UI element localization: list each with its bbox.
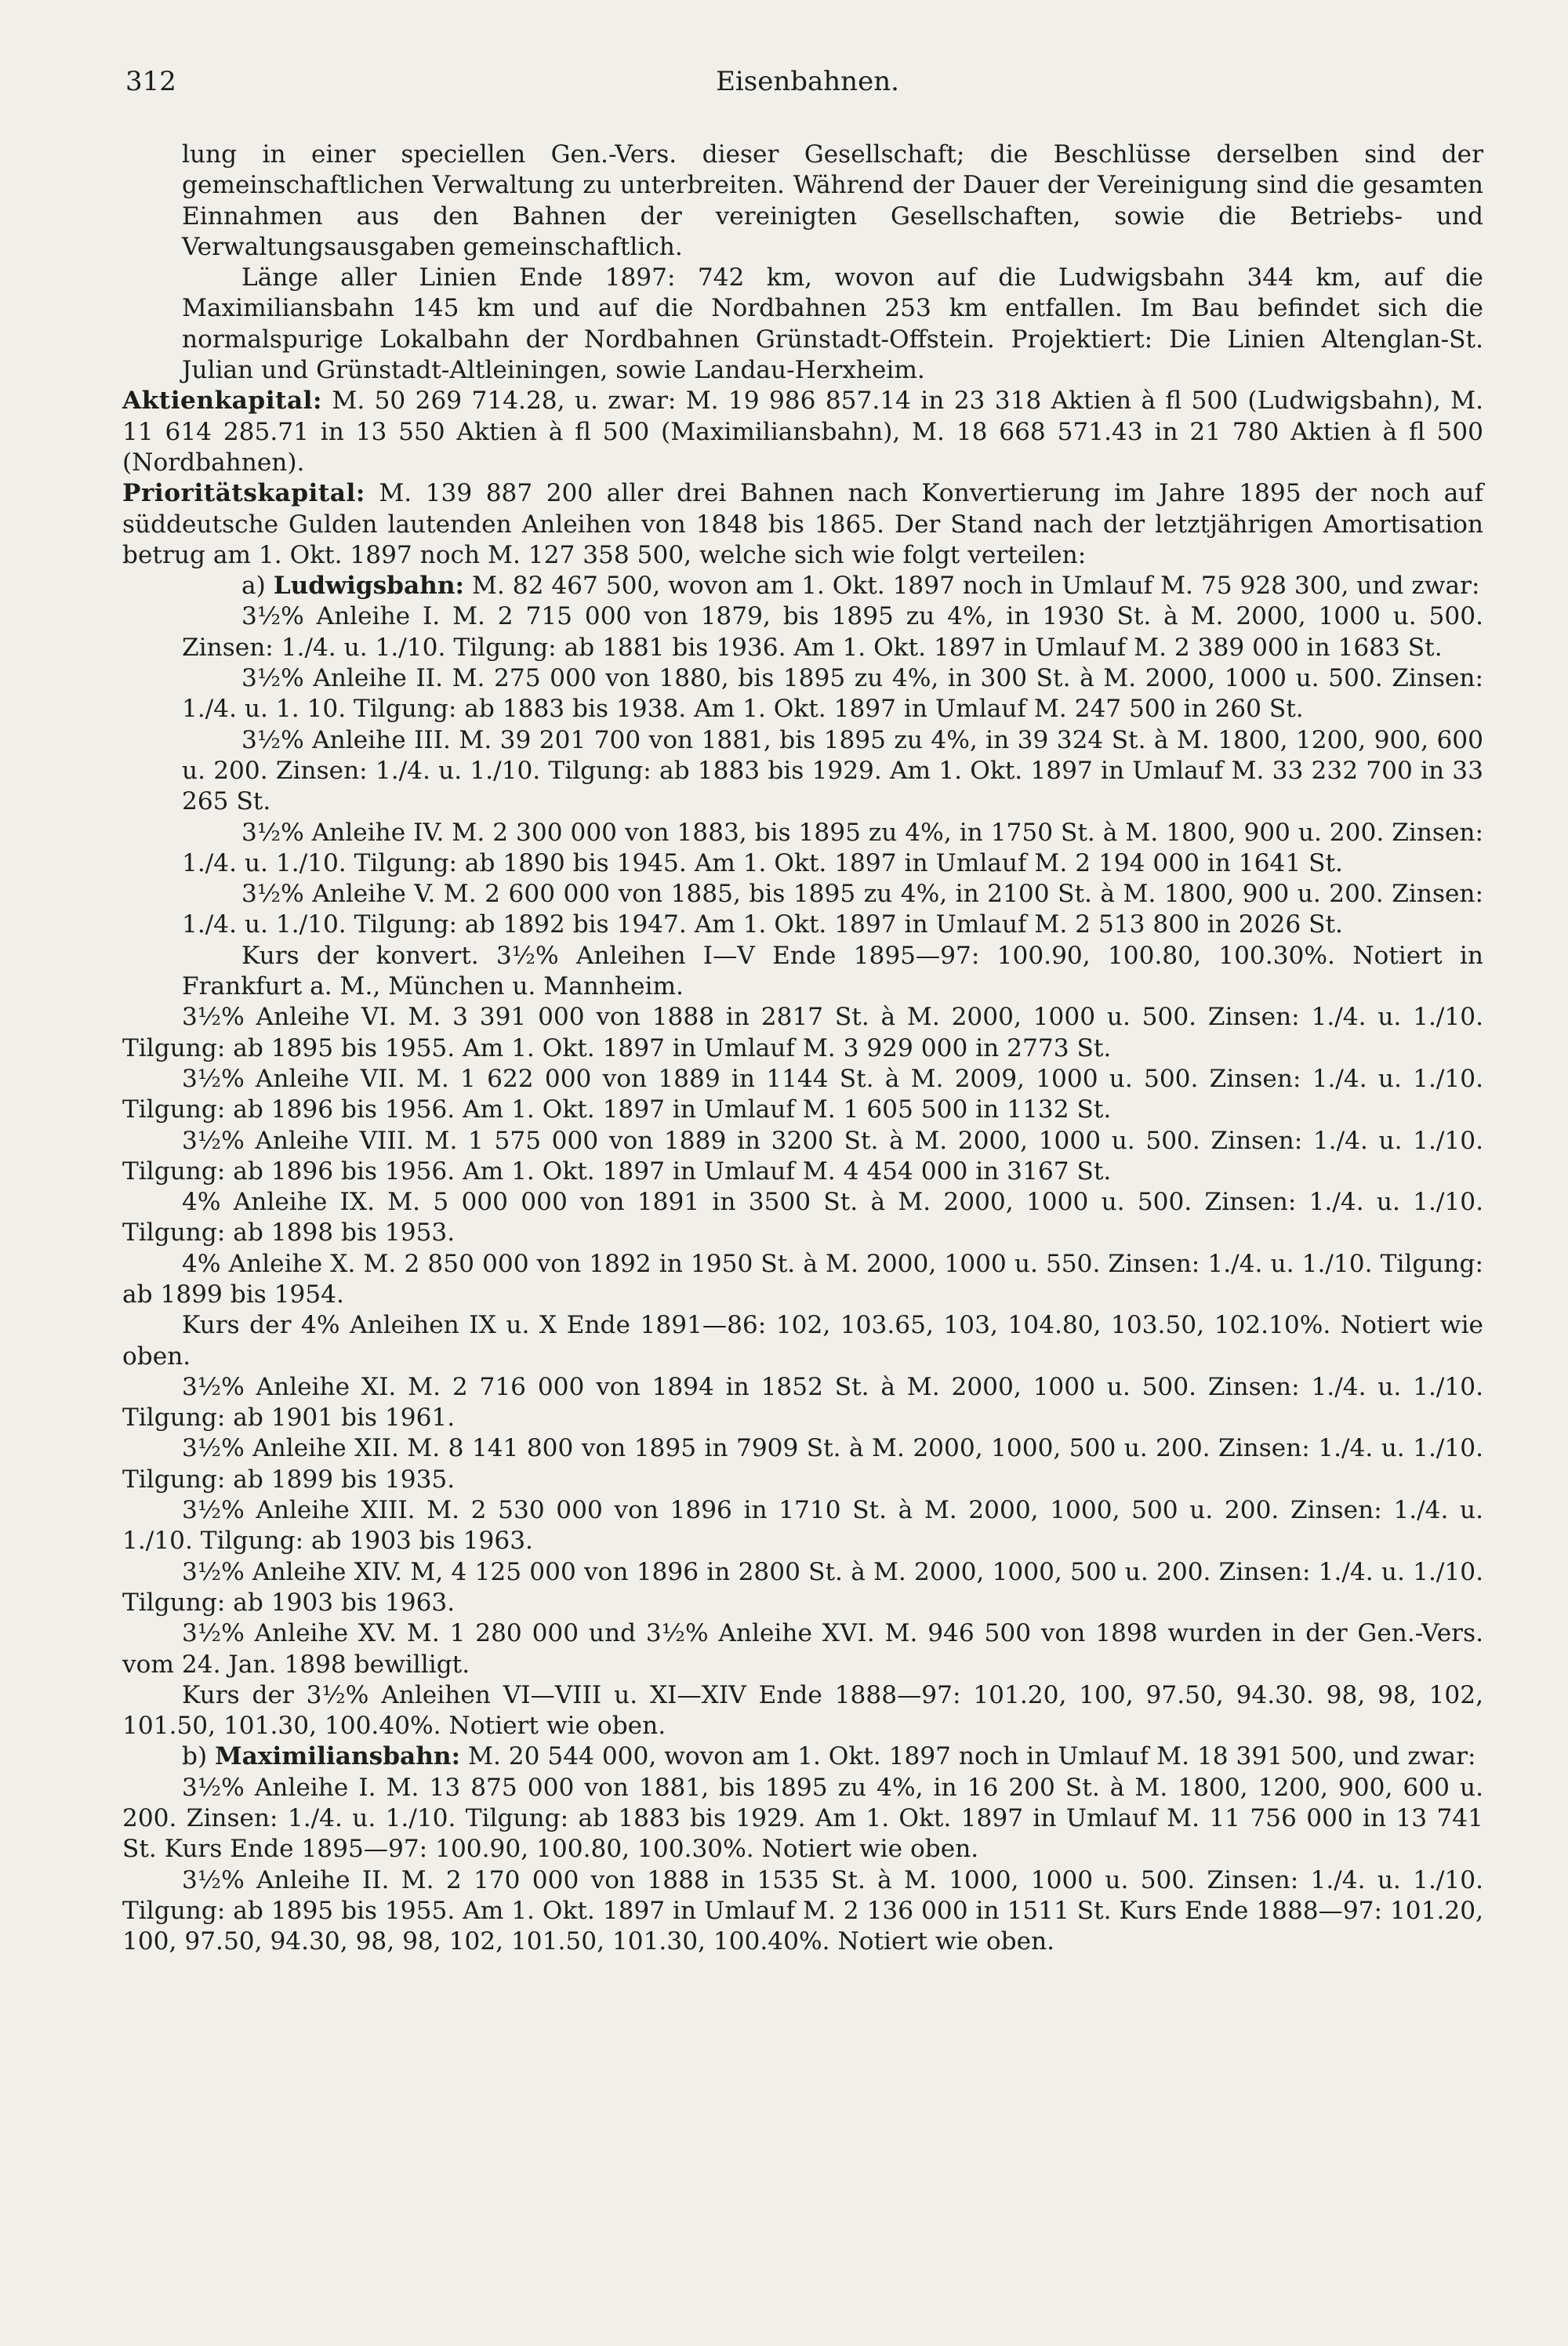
paragraph: Kurs der 3½% Anleihen VI—VIII u. XI—XIV Ende 1888—97: 101.20, 100, 97.50, 94.30. 98, 98, 102, 101.50, 101.30, 100.40%. Notiert wie oben. [122,1680,1483,1741]
paragraph: 3½% Anleihe XIII. M. 2 530 000 von 1896 in 1710 St. à M. 2000, 1000, 500 u. 200. Zinsen: 1./4. u. 1./10. Tilgung: ab 1903 bis 1963. [122,1496,1483,1556]
subsection-label: Maximiliansbahn: [215,1742,461,1771]
running-title: Eisenbahnen. [716,66,899,97]
paragraph: 3½% Anleihe II. M. 2 170 000 von 1888 in 1535 St. à M. 1000, 1000 u. 500. Zinsen: 1./4. u. 1./10. Tilgung: ab 1895 bis 1955. Am 1. Okt. 1897 in Umlauf M. 2 136 000 in 1511 St. Kurs Ende 1888—97: 101.20, 100, 97.50, 94.30, 98, 98, 102, 101.50, 101.30, 100.40%. Notiert wie oben. [122,1865,1483,1956]
paragraph: 3½% Anleihe V. M. 2 600 000 von 1885, bis 1895 zu 4%, in 2100 St. à M. 1800, 900 u. 200. Zinsen: 1./4. u. 1./10. Tilgung: ab 1892 bis 1947. Am 1. Okt. 1897 in Umlauf M. 2 513 800 in 2026 St. [182,880,1483,939]
paragraph: 3½% Anleihe XIV. M, 4 125 000 von 1896 in 2800 St. à M. 2000, 1000, 500 u. 200. Zinsen: 1./4. u. 1./10. Tilgung: ab 1903 bis 1963. [122,1557,1483,1617]
paragraph: 3½% Anleihe VI. M. 3 391 000 von 1888 in 2817 St. à M. 2000, 1000 u. 500. Zinsen: 1./4. u. 1./10. Tilgung: ab 1895 bis 1955. Am 1. Okt. 1897 in Umlauf M. 3 929 000 in 2773 St. [122,1003,1483,1062]
paragraph-text: M. 20 544 000, wovon am 1. Okt. 1897 noch in Umlauf M. 18 391 500, und zwar: [468,1742,1476,1771]
body-text [122,140,1483,1958]
paragraph: 3½% Anleihe I. M. 2 715 000 von 1879, bis 1895 zu 4%, in 1930 St. à M. 2000, 1000 u. 500. Zinsen: 1./4. u. 1./10. Tilgung: ab 1881 bis 1936. Am 1. Okt. 1897 in Umlauf M. 2 389 000 in 1683 St. [182,602,1483,662]
paragraph: Kurs der 4% Anleihen IX u. X Ende 1891—86: 102, 103.65, 103, 104.80, 103.50, 102.10%. Notiert wie oben. [122,1311,1483,1371]
paragraph-ludwigsbahn [182,571,1483,601]
paragraph: 3½% Anleihe XI. M. 2 716 000 von 1894 in 1852 St. à M. 2000, 1000 u. 500. Zinsen: 1./4. u. 1./10. Tilgung: ab 1901 bis 1961. [122,1372,1483,1433]
paragraph: 3½% Anleihe XV. M. 1 280 000 und 3½% Anleihe XVI. M. 946 500 von 1898 wurden in der Gen.-Vers. vom 24. Jan. 1898 bewilligt. [122,1619,1483,1679]
page-header [125,66,1490,105]
paragraph: 3½% Anleihe III. M. 39 201 700 von 1881, bis 1895 zu 4%, in 39 324 St. à M. 1800, 1200, 900, 600 u. 200. Zinsen: 1./4. u. 1./10. Tilgung: ab 1883 bis 1929. Am 1. Okt. 1897 in Umlauf M. 33 232 700 in 33 265 St. [182,725,1483,816]
paragraph: 3½% Anleihe I. M. 13 875 000 von 1881, bis 1895 zu 4%, in 16 200 St. à M. 1800, 1200, 900, 600 u. 200. Zinsen: 1./4. u. 1./10. Tilgung: ab 1883 bis 1929. Am 1. Okt. 1897 in Umlauf M. 11 756 000 in 13 741 St. Kurs Ende 1895—97: 100.90, 100.80, 100.30%. Notiert wie oben. [122,1773,1483,1864]
paragraph: lung in einer speciellen Gen.-Vers. dieser Gesellschaft; die Beschlüsse derselben sind der gemeinschaftlichen Verwaltung zu unterbreiten. Während der Dauer der Vereinigung sind die gesamten Einnahmen aus den Bahnen der vereinigten Gesellschaften, sowie die Betriebs- und Verwaltungsausgaben gemeinschaftlich. [182,140,1483,261]
list-marker: a) [241,572,266,601]
paragraph: 3½% Anleihe XII. M. 8 141 800 von 1895 in 7909 St. à M. 2000, 1000, 500 u. 200. Zinsen: 1./4. u. 1./10. Tilgung: ab 1899 bis 1935. [122,1434,1483,1494]
subsection-label: Ludwigsbahn: [273,572,465,601]
section-label: Aktienkapital: [122,387,323,416]
paragraph: 4% Anleihe IX. M. 5 000 000 von 1891 in 3500 St. à M. 2000, 1000 u. 500. Zinsen: 1./4. u. 1./10. Tilgung: ab 1898 bis 1953. [122,1188,1483,1247]
paragraph: 3½% Anleihe VIII. M. 1 575 000 von 1889 in 3200 St. à M. 2000, 1000 u. 500. Zinsen: 1./4. u. 1./10. Tilgung: ab 1896 bis 1956. Am 1. Okt. 1897 in Umlauf M. 4 454 000 in 3167 St. [122,1126,1483,1186]
paragraph: 3½% Anleihe IV. M. 2 300 000 von 1883, bis 1895 zu 4%, in 1750 St. à M. 1800, 900 u. 200. Zinsen: 1./4. u. 1./10. Tilgung: ab 1890 bis 1945. Am 1. Okt. 1897 in Umlauf M. 2 194 000 in 1641 St. [182,818,1483,877]
paragraph-maximiliansbahn [122,1741,1483,1772]
paragraph-aktienkapital [122,386,1483,478]
paragraph: 4% Anleihe X. M. 2 850 000 von 1892 in 1950 St. à M. 2000, 1000 u. 550. Zinsen: 1./4. u. 1./10. Tilgung: ab 1899 bis 1954. [122,1249,1483,1309]
paragraph-text: M. 82 467 500, wovon am 1. Okt. 1897 noch in Umlauf M. 75 928 300, und zwar: [471,572,1480,601]
paragraph-text: M. 139 887 200 aller drei Bahnen nach Konvertierung im Jahre 1895 der noch auf süddeutsche Gulden lautenden Anleihen von 1848 bis 1865. Der Stand nach der letztjährigen Amortisation betrug am 1. Okt. 1897 noch M. 127 358 500, welche sich wie folgt verteilen: [122,479,1483,569]
list-marker: b) [182,1742,208,1771]
paragraph-prioritaetskapital [122,478,1483,571]
paragraph: Länge aller Linien Ende 1897: 742 km, wovon auf die Ludwigsbahn 344 km, auf die Maximiliansbahn 145 km und auf die Nordbahnen 253 km entfallen. Im Bau befindet sich die normalspurige Lokalbahn der Nordbahnen Grünstadt-Offstein. Projektiert: Die Linien Altenglan-St. Julian und Grünstadt-Altleiningen, sowie Landau-Herxheim. [182,263,1483,385]
section-label: Prioritätskapital: [122,479,365,508]
paragraph-text: M. 50 269 714.28, u. zwar: M. 19 986 857.14 in 23 318 Aktien à fl 500 (Ludwigsbahn), M. 11 614 285.71 in 13 550 Aktien à fl 500 (Maximiliansbahn), M. 18 668 571.43 in 21 780 Aktien à fl 500 (Nordbahnen). [122,387,1483,477]
page-number: 312 [125,66,176,97]
paragraph: 3½% Anleihe VII. M. 1 622 000 von 1889 in 1144 St. à M. 2009, 1000 u. 500. Zinsen: 1./4. u. 1./10. Tilgung: ab 1896 bis 1956. Am 1. Okt. 1897 in Umlauf M. 1 605 500 in 1132 St. [122,1064,1483,1124]
paragraph: Kurs der konvert. 3½% Anleihen I—V Ende 1895—97: 100.90, 100.80, 100.30%. Notiert in Frankfurt a. M., München u. Mannheim. [182,941,1483,1001]
paragraph: 3½% Anleihe II. M. 275 000 von 1880, bis 1895 zu 4%, in 300 St. à M. 2000, 1000 u. 500. Zinsen: 1./4. u. 1. 10. Tilgung: ab 1883 bis 1938. Am 1. Okt. 1897 in Umlauf M. 247 500 in 260 St. [182,664,1483,724]
